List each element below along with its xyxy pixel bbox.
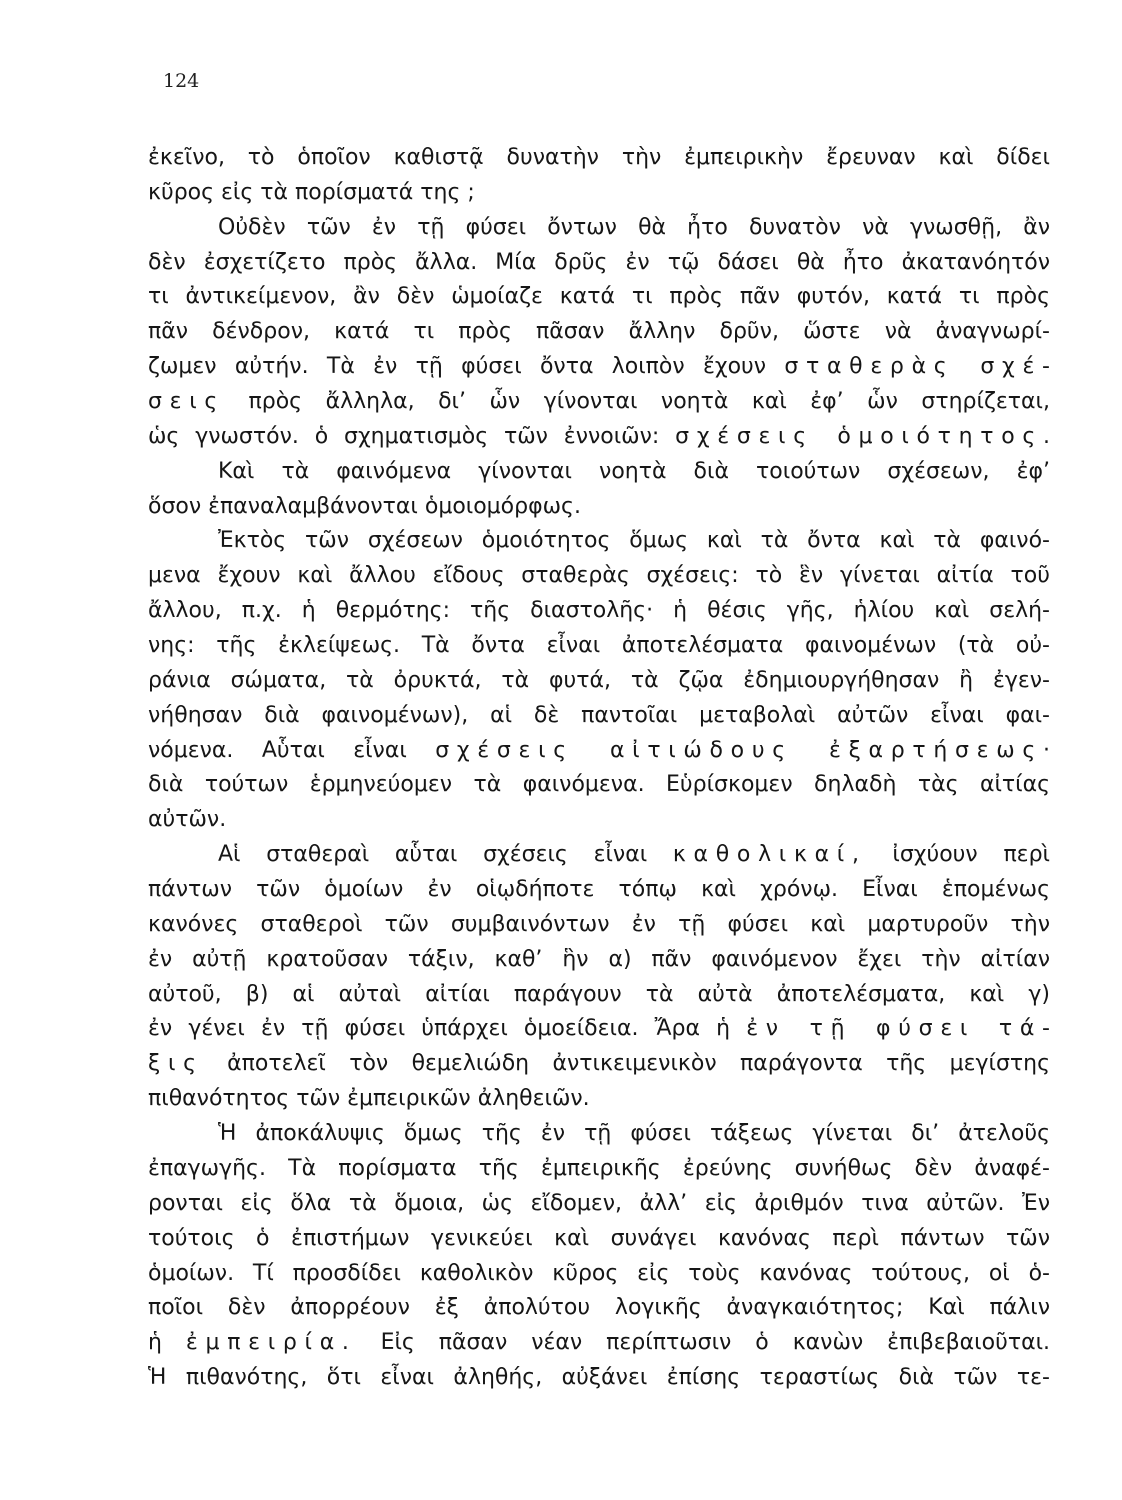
emphasized-text: σχέσεις ὁμοιότητος. [675, 423, 1058, 449]
text-run: νήθησαν διὰ φαινομένων), αἱ δὲ παντοῖαι μεταβολαὶ αὐτῶν εἶναι φαι- [148, 702, 1050, 728]
text-line [148, 1291, 1050, 1326]
paragraph [148, 455, 1050, 525]
line-text [148, 141, 1050, 176]
text-run: πιθανότητος τῶν ἐμπειρικῶν ἀληθειῶν. [148, 1086, 590, 1112]
text-run: δὲν ἐσχετίζετο πρὸς ἄλλα. Μία δρῦς ἐν τῷ δάσει θὰ ἦτο ἀκατανόητόν [148, 249, 1050, 275]
emphasized-text: καθολικαί, [672, 842, 867, 868]
text-line [148, 1152, 1050, 1187]
line-text [148, 1082, 590, 1117]
emphasized-text: ἐμπειρία. [185, 1330, 357, 1356]
line-text [148, 1257, 1050, 1292]
text-run: διὰ τούτων ἑρμηνεύομεν τὰ φαινόμενα. Εὑρίσκομεν δηλαδὴ τὰς αἰτίας [148, 772, 1050, 798]
text-run: ὅσον ἐπαναλαμβάνονται ὁμοιομόρφως. [148, 493, 581, 519]
text-run: τι ἀντικείμενον, ἂν δὲν ὡμοίαζε κατά τι πρὸς πᾶν φυτόν, κατά τι πρὸς [148, 284, 1050, 310]
text-run: ἰσχύουν περὶ [866, 842, 1050, 868]
line-text [148, 768, 1050, 803]
emphasized-text: σταθερὰς σχέ- [784, 354, 1058, 380]
emphasized-text: σχέσεις αἰτιώδους ἐξαρτήσεως· [435, 737, 1058, 763]
paragraph [148, 524, 1058, 838]
line-text [148, 315, 1050, 350]
text-run: Ἡ πιθανότης, ὅτι εἶναι ἀληθής, αὐξάνει ἐπίσης τεραστίως διὰ τῶν τε- [148, 1365, 1050, 1391]
line-text [148, 699, 1050, 734]
line-text [148, 176, 475, 211]
line-text [148, 1361, 1050, 1396]
line-text [148, 943, 1050, 978]
text-line [148, 420, 1058, 455]
line-text [148, 1187, 1050, 1222]
text-line [148, 664, 1050, 699]
line-text [218, 1117, 1050, 1152]
paragraph [148, 1117, 1050, 1396]
text-line [148, 1187, 1050, 1222]
line-text [218, 838, 1050, 873]
text-block [148, 141, 1058, 1396]
line-text [148, 350, 1058, 385]
text-line [148, 803, 1050, 838]
line-text [148, 280, 1050, 315]
line-text [218, 211, 1050, 246]
text-run: ἐν αὐτῇ κρατοῦσαν τάξιν, καθ’ ἣν α) πᾶν φαινόμενον ἔχει τὴν αἰτίαν [148, 946, 1050, 972]
emphasized-text: ἐν τῇ φύσει τά- [746, 1016, 1058, 1042]
text-run: ζωμεν αὐτήν. Τὰ ἐν τῇ φύσει ὄντα λοιπὸν ἔχουν [148, 354, 785, 380]
text-line [148, 768, 1050, 803]
text-run: Ἡ ἀποκάλυψις ὅμως τῆς ἐν τῇ φύσει τάξεως γίνεται δι’ ἀτελοῦς [218, 1121, 1050, 1147]
line-text [148, 1326, 1050, 1361]
text-line [148, 176, 1050, 211]
text-line [148, 629, 1050, 664]
text-run: Καὶ τὰ φαινόμενα γίνονται νοητὰ διὰ τοιούτων σχέσεων, ἐφ’ [218, 458, 1050, 484]
page-number: 124 [163, 70, 200, 92]
text-line [148, 246, 1050, 281]
text-run: Ἐκτὸς τῶν σχέσεων ὁμοιότητος ὅμως καὶ τὰ ὄντα καὶ τὰ φαινό- [218, 528, 1050, 554]
text-run: αὐτῶν. [148, 807, 227, 833]
line-text [218, 455, 1050, 490]
text-line [148, 385, 1050, 420]
line-text [148, 1012, 1058, 1047]
text-run: Οὐδὲν τῶν ἐν τῇ φύσει ὄντων θὰ ἦτο δυνατὸν νὰ γνωσθῇ, ἂν [218, 214, 1050, 240]
text-line [148, 1361, 1050, 1396]
emphasized-text: ξις [148, 1051, 204, 1077]
text-run: ἡ [148, 1330, 186, 1356]
line-text [148, 978, 1050, 1013]
line-text [148, 490, 581, 525]
text-line [148, 315, 1050, 350]
text-line [148, 978, 1050, 1013]
text-line [148, 455, 1050, 490]
text-line [148, 873, 1050, 908]
line-text [148, 246, 1050, 281]
text-run: πᾶν δένδρον, κατά τι πρὸς πᾶσαν ἄλλην δρῦν, ὥστε νὰ ἀναγνωρί- [148, 319, 1050, 345]
paragraph [148, 838, 1058, 1117]
line-text [148, 1152, 1050, 1187]
text-run: τούτοις ὁ ἐπιστήμων γενικεύει καὶ συνάγει κανόνας περὶ πάντων τῶν [148, 1225, 1050, 1251]
text-line [148, 943, 1050, 978]
text-line [148, 1326, 1050, 1361]
line-text [148, 873, 1050, 908]
text-line [148, 594, 1050, 629]
text-run: νόμενα. Αὗται εἶναι [148, 737, 436, 763]
text-run: πάντων τῶν ὁμοίων ἐν οἱῳδήποτε τόπῳ καὶ χρόνῳ. Εἶναι ἑπομένως [148, 877, 1050, 903]
paragraph [148, 141, 1050, 211]
line-text [148, 1222, 1050, 1257]
line-text [148, 594, 1050, 629]
text-line [148, 1082, 1050, 1117]
text-run: ρονται εἰς ὅλα τὰ ὅμοια, ὡς εἴδομεν, ἀλλ’ εἰς ἀριθμόν τινα αὐτῶν. Ἐν [148, 1190, 1050, 1216]
text-run: ἀποτελεῖ τὸν θεμελιώδη ἀντικειμενικὸν παράγοντα τῆς μεγίστης [203, 1051, 1050, 1077]
text-run: ἐκεῖνο, τὸ ὁποῖον καθιστᾷ δυνατὴν τὴν ἐμπειρικὴν ἔρευναν καὶ δίδει [148, 145, 1050, 170]
text-run: ποῖοι δὲν ἀπορρέουν ἐξ ἀπολύτου λογικῆς ἀναγκαιότητος; Καὶ πάλιν [148, 1295, 1050, 1321]
line-text [148, 559, 1050, 594]
line-text [148, 1047, 1050, 1082]
text-line [148, 1047, 1050, 1082]
text-run: ράνια σώματα, τὰ ὀρυκτά, τὰ φυτά, τὰ ζῷα ἐδημιουργήθησαν ἢ ἐγεν- [148, 667, 1050, 693]
text-line [148, 211, 1050, 246]
text-run: Εἰς πᾶσαν νέαν περίπτωσιν ὁ κανὼν ἐπιβεβαιοῦται. [356, 1330, 1051, 1356]
text-line [148, 1222, 1050, 1257]
text-run: κανόνες σταθεροὶ τῶν συμβαινόντων ἐν τῇ φύσει καὶ μαρτυροῦν τὴν [148, 911, 1050, 937]
text-line [148, 1012, 1058, 1047]
line-text [148, 734, 1058, 769]
text-line [148, 908, 1050, 943]
line-text [148, 629, 1050, 664]
text-line [148, 734, 1058, 769]
text-line [148, 699, 1050, 734]
text-line [148, 350, 1058, 385]
line-text [148, 803, 226, 838]
text-run: ἐπαγωγῆς. Τὰ πορίσματα τῆς ἐμπειρικῆς ἐρεύνης συνήθως δὲν ἀναφέ- [148, 1155, 1050, 1181]
text-run: αὐτοῦ, β) αἱ αὐταὶ αἰτίαι παράγουν τὰ αὐτὰ ἀποτελέσματα, καὶ γ) [148, 981, 1050, 1007]
text-run: νης: τῆς ἐκλείψεως. Τὰ ὄντα εἶναι ἀποτελέσματα φαινομένων (τὰ οὐ- [148, 633, 1050, 659]
text-line [148, 524, 1050, 559]
text-line [148, 1117, 1050, 1152]
text-run: πρὸς ἄλληλα, δι’ ὧν γίνονται νοητὰ καὶ ἐφ’ ὧν στηρίζεται, [225, 389, 1050, 415]
text-run: ὁμοίων. Τί προσδίδει καθολικὸν κῦρος εἰς τοὺς κανόνας τούτους, οἱ ὁ- [148, 1260, 1050, 1286]
text-run: ἐν γένει ἐν τῇ φύσει ὑπάρχει ὁμοείδεια. Ἄρα ἡ [148, 1016, 747, 1042]
text-line [148, 141, 1050, 176]
line-text [148, 385, 1050, 420]
text-line [148, 559, 1050, 594]
text-line [148, 1257, 1050, 1292]
text-run: Αἱ σταθεραὶ αὗται σχέσεις εἶναι [218, 842, 673, 868]
paragraph [148, 211, 1058, 455]
emphasized-text: σεις [148, 389, 225, 415]
text-line [148, 280, 1050, 315]
line-text [148, 420, 1058, 455]
line-text [148, 1291, 1050, 1326]
line-text [148, 664, 1050, 699]
text-run: ὡς γνωστόν. ὁ σχηματισμὸς τῶν ἐννοιῶν: [148, 423, 676, 449]
text-run: μενα ἔχουν καὶ ἄλλου εἴδους σταθερὰς σχέσεις: τὸ ἓν γίνεται αἰτία τοῦ [148, 563, 1050, 589]
text-line [148, 838, 1050, 873]
line-text [218, 524, 1050, 559]
line-text [148, 908, 1050, 943]
text-run: ἄλλου, π.χ. ἡ θερμότης: τῆς διαστολῆς· ἡ θέσις γῆς, ἡλίου καὶ σελή- [148, 598, 1050, 624]
text-run: κῦρος εἰς τὰ πορίσματά της ; [148, 179, 475, 205]
text-line [148, 490, 1050, 525]
